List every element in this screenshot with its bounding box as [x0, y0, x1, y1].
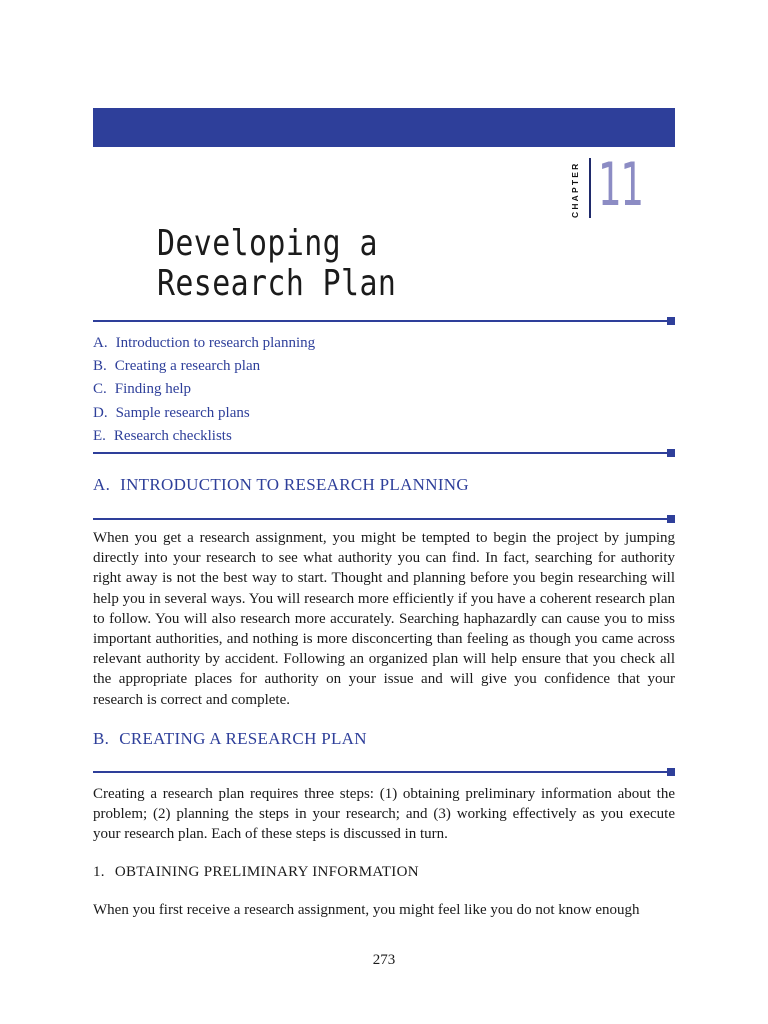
chapter-outline — [93, 332, 315, 448]
chapter-title-line-1: Developing a — [157, 223, 378, 264]
toc-item[interactable]: D. Sample research plans — [93, 404, 250, 421]
subsection-heading: 1. OBTAINING PRELIMINARY INFORMATION — [93, 864, 419, 880]
chapter-label: CHAPTER — [570, 161, 580, 219]
chapter-title — [157, 224, 396, 304]
section-b-rule — [93, 771, 669, 773]
chapter-header-band — [93, 108, 675, 147]
section-b-heading: B. CREATING A RESEARCH PLAN — [93, 729, 367, 748]
toc-item[interactable]: E. Research checklists — [93, 427, 232, 444]
section-b-paragraph: Creating a research plan requires three steps: (1) obtaining preliminary information about the problem; (2) planning the steps in your research; and (3) working effectively as you execute your research plan. Each of these steps is discussed in turn. — [93, 786, 675, 843]
toc-item[interactable]: B. Creating a research plan — [93, 358, 261, 375]
section-a-rule — [93, 518, 669, 520]
toc-item[interactable]: A. Introduction to research planning — [93, 335, 316, 351]
chapter-number: 11 — [598, 150, 643, 220]
page-number: 273 — [372, 952, 396, 968]
toc-top-rule — [93, 320, 669, 322]
chapter-divider — [589, 158, 591, 218]
toc-bottom-rule — [93, 452, 669, 454]
section-a-paragraph: When you get a research assignment, you might be tempted to begin the project by jumping directly into your research to see what authority you can find. In fact, searching for authority right away is not the best way to start. Thought and planning before you begin researching will help you in several ways. You will research more efficiently if you have a coherent research plan to follow. You will also research more accurately. Searching haphazardly can cause you to miss important authorities, and nothing is more disconcerting than feeling as though you came across relevant authority by accident. Following an organized plan will help ensure that you check all the appropriate places for authority on your issue and will give you confidence that your research is correct and complete. — [93, 530, 675, 708]
subsection-paragraph: When you first receive a research assignment, you might feel like you do not know enough — [93, 902, 640, 918]
toc-item[interactable]: C. Finding help — [93, 381, 192, 398]
section-a-heading: A. INTRODUCTION TO RESEARCH PLANNING — [93, 475, 469, 494]
chapter-title-line-2: Research Plan — [157, 263, 397, 304]
